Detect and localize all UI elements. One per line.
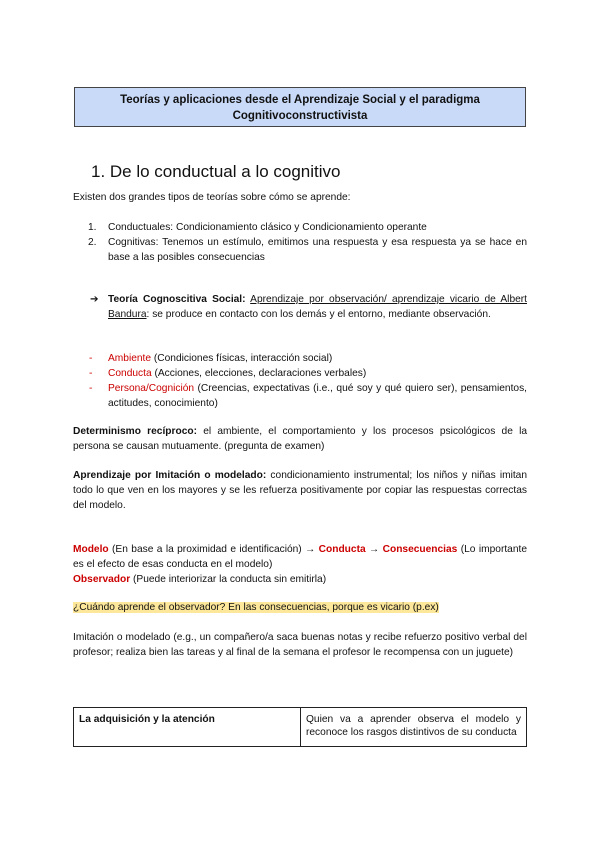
phases-table <box>73 707 527 747</box>
theory-rest: : se produce en contacto con los demás y el entorno, mediante observación. <box>146 309 491 320</box>
determinism-text: el ambiente, el comportamiento y los procesos psicológicos de la persona se causan mutuamente. (pregunta de examen) <box>73 426 528 452</box>
theory-label: Teoría Cognoscitiva Social: <box>108 294 246 305</box>
theory-underlined: Aprendizaje por observación/ aprendizaje vicario de Albert Bandura <box>108 294 527 320</box>
factor-desc: (Acciones, elecciones, declaraciones verbales) <box>151 368 367 379</box>
list-item-cognitivas <box>88 235 527 265</box>
phase-description-cell: Quien va a aprender observa el modelo y reconoce los rasgos distintivos de su conducta <box>301 708 527 747</box>
table-row <box>74 708 527 747</box>
list-item-conductuales <box>88 220 527 235</box>
factor-conducta <box>89 366 527 381</box>
example-paragraph: Imitación o modelado (e.g., un compañero/a saca buenas notas y recibe refuerzo positivo verbal del profesor; realiza bien las tareas y al final de la semana el profesor le recompensa con un juguete) <box>73 632 527 658</box>
observador-note: (Puede interiorizar la conducta sin emitirla) <box>130 574 327 585</box>
observador-term: Observador <box>73 574 131 585</box>
title-line-1: Teorías y aplicaciones desde el Aprendizaje Social y el paradigma <box>120 94 480 106</box>
intro-paragraph: Existen dos grandes tipos de teorías sobre cómo se aprende: <box>73 192 351 203</box>
factor-desc: (Creencias, expectativas (i.e., qué soy y qué quiero ser), pensamientos, actitudes, conocimiento) <box>108 383 527 409</box>
modelo-term: Modelo <box>73 544 109 555</box>
model-paragraph <box>73 542 527 587</box>
list-number: 1. <box>88 222 97 233</box>
list-text: Cognitivas: Tenemos un estímulo, emitimos una respuesta y esa respuesta ya se hace en base a las posibles consecuencias <box>108 237 527 263</box>
imitation-paragraph <box>73 468 527 513</box>
model-note: (Lo importante es el efecto de esas conducta en el modelo) <box>73 544 527 570</box>
dash-bullet: - <box>89 368 93 379</box>
consecuencias-term: Consecuencias <box>382 544 458 555</box>
determinism-paragraph <box>73 424 527 454</box>
dash-bullet: - <box>89 383 93 394</box>
title-box <box>74 87 526 127</box>
dash-bullet: - <box>89 353 93 364</box>
conducta-term: Conducta <box>318 544 366 555</box>
theory-item <box>90 292 527 322</box>
phase-cell: La adquisición y la atención <box>74 708 301 747</box>
factor-ambiente <box>89 351 527 366</box>
determinism-label: Determinismo recíproco: <box>73 426 197 437</box>
highlighted-question: ¿Cuándo aprende el observador? En las consecuencias, porque es vicario (p.ex) <box>73 602 439 613</box>
factor-persona <box>89 381 527 411</box>
theory-text <box>108 292 527 322</box>
arrow-icon: ➔ <box>90 294 99 305</box>
factor-desc: (Condiciones físicas, interacción social) <box>151 353 333 364</box>
factor-term: Ambiente <box>108 353 152 364</box>
list-text: Conductuales: Condicionamiento clásico y Condicionamiento operante <box>108 222 427 233</box>
imitation-text: condicionamiento instrumental; los niños y niñas imitan todo lo que ven en los mayores y se les refuerza positivamente por copiar las respuestas correctas del modelo. <box>73 470 528 511</box>
list-number: 2. <box>88 237 97 248</box>
question-paragraph <box>73 600 527 615</box>
factor-term: Persona/Cognición <box>108 383 195 394</box>
factor-term: Conducta <box>108 368 152 379</box>
model-text: (En base a la proximidad e identificación) → <box>108 544 319 555</box>
section-heading: 1. De lo conductual a lo cognitivo <box>91 162 341 181</box>
title-line-2: Cognitivoconstructivista <box>232 110 368 122</box>
arrow-text: → <box>365 544 383 555</box>
imitation-label: Aprendizaje por Imitación o modelado: <box>73 470 267 481</box>
